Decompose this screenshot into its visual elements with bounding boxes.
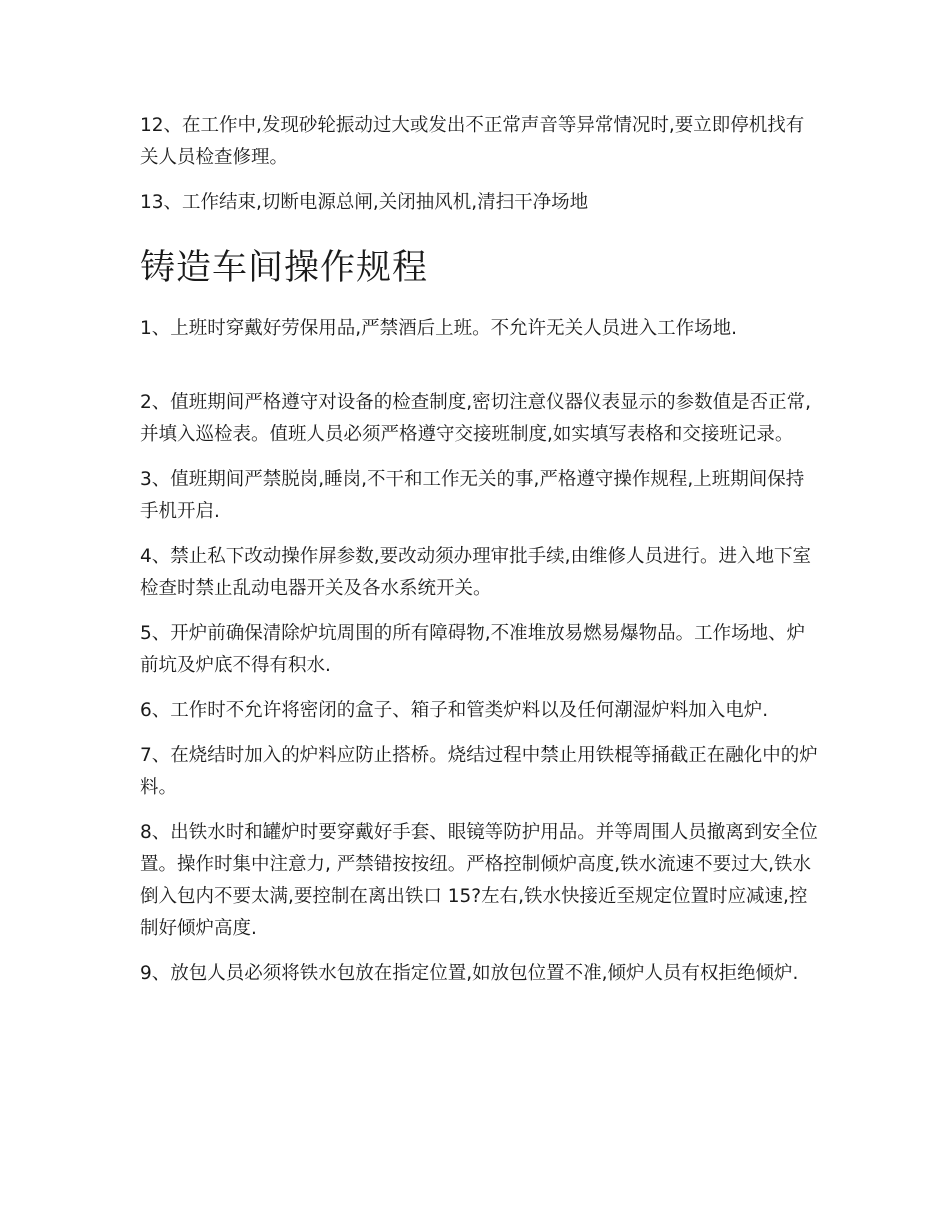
rule-item-7: 7、在烧结时加入的炉料应防止搭桥。烧结过程中禁止用铁棍等捅截正在融化中的炉料。 xyxy=(140,745,818,798)
rule-item-9: 9、放包人员必须将铁水包放在指定位置,如放包位置不准,倾炉人员有权拒绝倾炉. xyxy=(140,963,799,984)
rule-item-4: 4、禁止私下改动操作屏参数,要改动须办理审批手续,由维修人员进行。进入地下室检查时禁止乱动电器开关及各水系统开关。 xyxy=(140,546,812,599)
paragraph-item-12: 12、在工作中,发现砂轮振动过大或发出不正常声音等异常情况时,要立即停机找有关人员检查修理。 xyxy=(140,115,805,168)
document-page xyxy=(140,110,820,1003)
rule-item-8: 8、出铁水时和罐炉时要穿戴好手套、眼镜等防护用品。并等周围人员撤离到安全位置。操作时集中注意力, 严禁错按按纽。严格控制倾炉高度,铁水流速不要过大,铁水倒入包内不要太满,要控制在离出铁口 15?左右,铁水快接近至规定位置时应减速,控制好倾炉高度. xyxy=(140,822,818,939)
rule-item-6: 6、工作时不允许将密闭的盒子、箱子和管类炉料以及任何潮湿炉料加入电炉. xyxy=(140,700,769,721)
rule-item-3: 3、值班期间严禁脱岗,睡岗,不干和工作无关的事,严格遵守操作规程,上班期间保持手机开启. xyxy=(140,469,805,522)
section-title: 铸造车间操作规程 xyxy=(140,248,429,288)
rule-item-1: 1、上班时穿戴好劳保用品,严禁酒后上班。不允许无关人员进入工作场地. xyxy=(140,318,738,339)
rule-item-5: 5、开炉前确保清除炉坑周围的所有障碍物,不准堆放易燃易爆物品。工作场地、炉前坑及炉底不得有积水. xyxy=(140,623,806,676)
paragraph-item-13: 13、工作结束,切断电源总闸,关闭抽风机,清扫干净场地 xyxy=(140,192,589,213)
rule-item-2: 2、值班期间严格遵守对设备的检查制度,密切注意仪器仪表显示的参数值是否正常,并填入巡检表。值班人员必须严格遵守交接班制度,如实填写表格和交接班记录。 xyxy=(140,392,812,445)
